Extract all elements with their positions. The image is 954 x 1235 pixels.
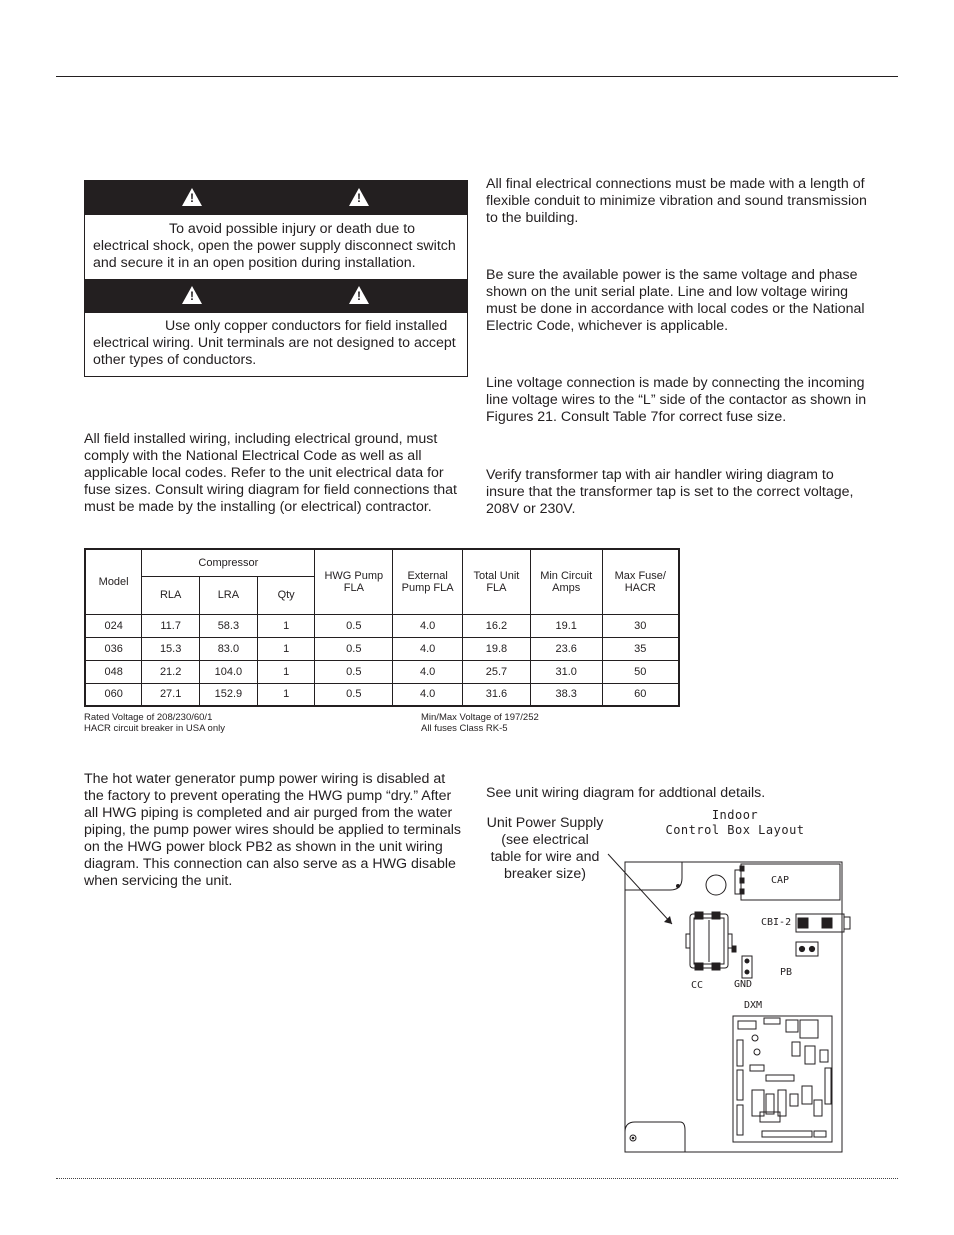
table-cell: 4.0: [393, 683, 463, 706]
bottom-dotted-rule: [56, 1178, 898, 1179]
table-cell: 104.0: [200, 660, 258, 683]
table-cell: 060: [85, 683, 142, 706]
warning-triangle-icon: !: [182, 188, 202, 206]
header-min-circuit: Min Circuit Amps: [530, 549, 602, 614]
header-compressor: Compressor: [142, 549, 315, 576]
table-cell: 1: [257, 614, 315, 637]
electrical-data-table: [84, 548, 680, 707]
warning-header-2: [85, 279, 467, 313]
control-box-diagram: [600, 850, 860, 1160]
label-dxm: DXM: [744, 1000, 763, 1011]
table-cell: 0.5: [315, 637, 393, 660]
table-cell: 35: [602, 637, 679, 660]
table-cell: 38.3: [530, 683, 602, 706]
table-cell: 1: [257, 683, 315, 706]
header-max-fuse: Max Fuse/ HACR: [602, 549, 679, 614]
table-cell: 0.5: [315, 683, 393, 706]
label-gnd: GND: [734, 979, 753, 990]
table-body: [85, 614, 679, 706]
note-rated-voltage: Rated Voltage of 208/230/60/1: [84, 712, 213, 723]
header-model: Model: [85, 549, 142, 614]
dxm-board: [733, 1016, 832, 1142]
note-hacr: HACR circuit breaker in USA only: [84, 723, 225, 734]
warning-body-1: To avoid possible injury or death due to electrical shock, open the power supply disconnect switch and secure it in an open position during installation.: [93, 221, 456, 271]
table-cell: 15.3: [142, 637, 200, 660]
table-cell: 0.5: [315, 660, 393, 683]
table-cell: 25.7: [463, 660, 531, 683]
table-cell: 1: [257, 660, 315, 683]
table-cell: 31.6: [463, 683, 531, 706]
table-cell: 30: [602, 614, 679, 637]
table-cell: 4.0: [393, 660, 463, 683]
warning-triangle-icon: !: [349, 188, 369, 206]
paragraph-line-voltage: Line voltage connection is made by connecting the incoming line voltage wires to the “L” side of the contactor as shown in Figures 21. Consult Table 7for correct fuse size.: [486, 375, 867, 425]
diagram-title-line2: Control Box Layout: [665, 823, 805, 837]
table-cell: 1: [257, 637, 315, 660]
top-rule: [56, 76, 898, 77]
table-row: [85, 683, 679, 706]
diagram-title-line1: Indoor: [711, 808, 759, 822]
note-min-max-voltage: Min/Max Voltage of 197/252: [421, 712, 539, 723]
callout-arrow-line: [608, 854, 672, 924]
diagram-callout: Unit Power Supply (see electrical table for wire and breaker size): [486, 815, 604, 882]
header-rla: RLA: [142, 576, 200, 614]
header-qty: Qty: [257, 576, 315, 614]
paragraph-see-diagram: See unit wiring diagram for addtional details.: [486, 785, 766, 801]
label-cap: CAP: [771, 875, 790, 886]
header-hwg-pump: HWG Pump FLA: [315, 549, 393, 614]
table-cell: 4.0: [393, 637, 463, 660]
table-cell: 60: [602, 683, 679, 706]
table-cell: 83.0: [200, 637, 258, 660]
warning-box: [84, 180, 468, 377]
table-cell: 21.2: [142, 660, 200, 683]
table-row: [85, 637, 679, 660]
table-cell: 152.9: [200, 683, 258, 706]
table-cell: 048: [85, 660, 142, 683]
header-lra: LRA: [200, 576, 258, 614]
paragraph-hwg: The hot water generator pump power wiring is disabled at the factory to prevent operating the HWG pump “dry.” After all HWG piping is completed and air purged from the water piping, the pump power wires should be applied to terminals on the HWG power block PB2 as shown in the unit wiring diagram. This connection can also serve as a HWG disable when servicing the unit.: [84, 771, 461, 889]
table-cell: 4.0: [393, 614, 463, 637]
table-row: [85, 660, 679, 683]
note-fuses: All fuses Class RK-5: [421, 723, 508, 734]
table-cell: 31.0: [530, 660, 602, 683]
top-left-tab: [625, 862, 682, 890]
warning-triangle-icon: !: [349, 286, 369, 304]
table-row: [85, 614, 679, 637]
table-cell: 16.2: [463, 614, 531, 637]
bottom-left-tab: [625, 1122, 685, 1152]
knockout: [706, 875, 726, 895]
table-cell: 27.1: [142, 683, 200, 706]
table-cell: 11.7: [142, 614, 200, 637]
paragraph-transformer: Verify transformer tap with air handler wiring diagram to insure that the transformer tap is set to the correct voltage, 208V or 230V.: [486, 467, 854, 517]
paragraph-field-wiring: All field installed wiring, including electrical ground, must comply with the National Electrical Code as well as all applicable local codes. Refer to the unit electrical data for fuse sizes. Consult wiring diagram for field connections that must be made by the installing (or electrical) contractor.: [84, 431, 457, 515]
table-cell: 58.3: [200, 614, 258, 637]
header-external-pump: External Pump FLA: [393, 549, 463, 614]
warning-triangle-icon: !: [182, 286, 202, 304]
table-cell: 50: [602, 660, 679, 683]
label-cc: CC: [691, 980, 704, 991]
table-cell: 19.8: [463, 637, 531, 660]
paragraph-conduit: All final electrical connections must be made with a length of flexible conduit to minimize vibration and sound transmission to the building.: [486, 176, 867, 226]
table-cell: 23.6: [530, 637, 602, 660]
table-cell: 0.5: [315, 614, 393, 637]
paragraph-power: Be sure the available power is the same voltage and phase shown on the unit serial plate. Line and low voltage wiring must be done in accordance with local codes or the National Electric Code, whichever is applicable.: [486, 267, 865, 334]
capacitor-cap: [741, 864, 840, 900]
header-total-unit: Total Unit FLA: [463, 549, 531, 614]
table-cell: 19.1: [530, 614, 602, 637]
warning-body-2: Use only copper conductors for field installed electrical wiring. Unit terminals are not designed to accept other types of conductors.: [93, 318, 456, 368]
label-pb: PB: [780, 967, 793, 978]
label-cbi2: CBI-2: [761, 917, 792, 928]
table-cell: 036: [85, 637, 142, 660]
warning-header-1: [85, 181, 467, 215]
table-cell: 024: [85, 614, 142, 637]
